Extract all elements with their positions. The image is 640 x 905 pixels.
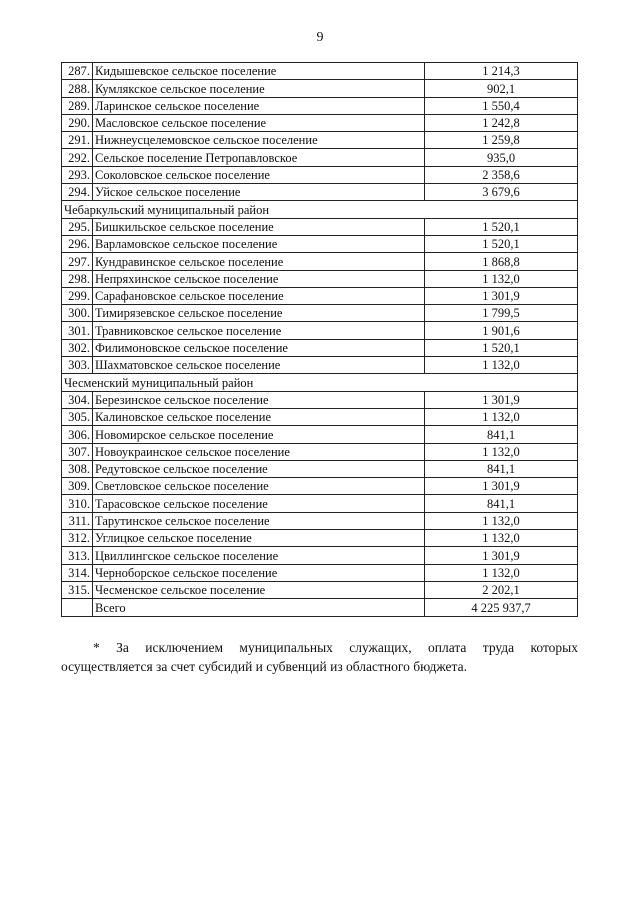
- table-row: [62, 478, 578, 495]
- table-row: [62, 564, 578, 581]
- district-header-row: [62, 374, 578, 391]
- settlement-name: Шахматовское сельское поселение: [93, 357, 425, 374]
- row-number: 294.: [62, 184, 93, 201]
- table-row: [62, 512, 578, 529]
- table-row: [62, 132, 578, 149]
- settlement-name: Тарасовское сельское поселение: [93, 495, 425, 512]
- table-row: [62, 339, 578, 356]
- settlement-name: Варламовское сельское поселение: [93, 235, 425, 252]
- subsidy-amount: 1 132,0: [425, 270, 578, 287]
- table-row: [62, 322, 578, 339]
- table-row: [62, 270, 578, 287]
- table-row: [62, 218, 578, 235]
- row-number: 315.: [62, 581, 93, 598]
- settlement-name: Березинское сельское поселение: [93, 391, 425, 408]
- settlement-name: Травниковское сельское поселение: [93, 322, 425, 339]
- total-value: 4 225 937,7: [425, 599, 578, 616]
- subsidy-amount: 1 132,0: [425, 564, 578, 581]
- subsidy-amount: 1 301,9: [425, 478, 578, 495]
- table-row: [62, 287, 578, 304]
- subsidy-amount: 1 132,0: [425, 512, 578, 529]
- row-number: 291.: [62, 132, 93, 149]
- table-row: [62, 97, 578, 114]
- row-number: 307.: [62, 443, 93, 460]
- row-number: 299.: [62, 287, 93, 304]
- settlement-name: Сарафановское сельское поселение: [93, 287, 425, 304]
- row-number: 297.: [62, 253, 93, 270]
- subsidy-table: [61, 62, 578, 617]
- row-number: 305.: [62, 408, 93, 425]
- row-number: 304.: [62, 391, 93, 408]
- table-row: [62, 166, 578, 183]
- row-number: 298.: [62, 270, 93, 287]
- footnote-line-1: * За исключением муниципальных служащих, оплата труда которых: [93, 640, 578, 655]
- subsidy-amount: 841,1: [425, 495, 578, 512]
- table-row: [62, 495, 578, 512]
- subsidy-amount: 1 520,1: [425, 339, 578, 356]
- settlement-name: Новомирское сельское поселение: [93, 426, 425, 443]
- table-row: [62, 63, 578, 80]
- table-row: [62, 581, 578, 598]
- subsidy-amount: 2 202,1: [425, 581, 578, 598]
- total-row: [62, 599, 578, 616]
- table-row: [62, 426, 578, 443]
- settlement-name: Кидышевское сельское поселение: [93, 63, 425, 80]
- row-number: 295.: [62, 218, 93, 235]
- subsidy-amount: 841,1: [425, 460, 578, 477]
- subsidy-amount: 935,0: [425, 149, 578, 166]
- subsidy-amount: 1 550,4: [425, 97, 578, 114]
- district-header-row: [62, 201, 578, 218]
- row-number: 296.: [62, 235, 93, 252]
- table-row: [62, 460, 578, 477]
- row-number: 303.: [62, 357, 93, 374]
- row-number: 293.: [62, 166, 93, 183]
- settlement-name: Светловское сельское поселение: [93, 478, 425, 495]
- settlement-name: Углицкое сельское поселение: [93, 530, 425, 547]
- table-row: [62, 253, 578, 270]
- table-row: [62, 443, 578, 460]
- subsidy-amount: 1 259,8: [425, 132, 578, 149]
- table-row: [62, 408, 578, 425]
- settlement-name: Цвиллингское сельское поселение: [93, 547, 425, 564]
- subsidy-amount: 1 868,8: [425, 253, 578, 270]
- row-number: 314.: [62, 564, 93, 581]
- page-number: 9: [316, 30, 324, 45]
- row-number: 313.: [62, 547, 93, 564]
- table-row: [62, 547, 578, 564]
- settlement-name: Тимирязевское сельское поселение: [93, 305, 425, 322]
- subsidy-amount: 1 132,0: [425, 530, 578, 547]
- settlement-name: Кумлякское сельское поселение: [93, 80, 425, 97]
- settlement-name: Нижнеусцелемовское сельское поселение: [93, 132, 425, 149]
- row-number: 287.: [62, 63, 93, 80]
- settlement-name: Сельское поселение Петропавловское: [93, 149, 425, 166]
- table-row: [62, 149, 578, 166]
- settlement-name: Соколовское сельское поселение: [93, 166, 425, 183]
- table-row: [62, 80, 578, 97]
- row-number: 290.: [62, 114, 93, 131]
- row-number: 292.: [62, 149, 93, 166]
- table-row: [62, 530, 578, 547]
- subsidy-amount: 1 242,8: [425, 114, 578, 131]
- row-number: 306.: [62, 426, 93, 443]
- table-row: [62, 235, 578, 252]
- settlement-name: Черноборское сельское поселение: [93, 564, 425, 581]
- district-name: Чебаркульский муниципальный район: [62, 201, 578, 218]
- subsidy-amount: 1 301,9: [425, 391, 578, 408]
- subsidy-amount: 902,1: [425, 80, 578, 97]
- subsidy-amount: 1 520,1: [425, 218, 578, 235]
- row-number: 302.: [62, 339, 93, 356]
- settlement-name: Масловское сельское поселение: [93, 114, 425, 131]
- subsidy-amount: 1 901,6: [425, 322, 578, 339]
- subsidy-amount: 1 132,0: [425, 443, 578, 460]
- table-row: [62, 357, 578, 374]
- subsidy-amount: 1 799,5: [425, 305, 578, 322]
- settlement-name: Чесменское сельское поселение: [93, 581, 425, 598]
- footnote: [61, 638, 578, 676]
- settlement-name: Кундравинское сельское поселение: [93, 253, 425, 270]
- subsidy-amount: 1 132,0: [425, 408, 578, 425]
- row-number: 289.: [62, 97, 93, 114]
- district-name: Чесменский муниципальный район: [62, 374, 578, 391]
- table-body: [62, 63, 578, 617]
- row-number: 312.: [62, 530, 93, 547]
- table-row: [62, 184, 578, 201]
- table-row: [62, 114, 578, 131]
- settlement-name: Калиновское сельское поселение: [93, 408, 425, 425]
- row-number: 311.: [62, 512, 93, 529]
- subsidy-amount: 841,1: [425, 426, 578, 443]
- settlement-name: Тарутинское сельское поселение: [93, 512, 425, 529]
- footnote-line-2: осуществляется за счет субсидий и субвенций из областного бюджета.: [61, 659, 467, 674]
- settlement-name: Ларинское сельское поселение: [93, 97, 425, 114]
- settlement-name: Филимоновское сельское поселение: [93, 339, 425, 356]
- row-number: 300.: [62, 305, 93, 322]
- settlement-name: Бишкильское сельское поселение: [93, 218, 425, 235]
- subsidy-amount: 2 358,6: [425, 166, 578, 183]
- table-row: [62, 305, 578, 322]
- subsidy-amount: 1 132,0: [425, 357, 578, 374]
- row-number: 310.: [62, 495, 93, 512]
- table-row: [62, 391, 578, 408]
- row-number: 309.: [62, 478, 93, 495]
- row-number: 301.: [62, 322, 93, 339]
- total-label: Всего: [93, 599, 425, 616]
- subsidy-amount: 1 301,9: [425, 547, 578, 564]
- row-number: 308.: [62, 460, 93, 477]
- subsidy-amount: 3 679,6: [425, 184, 578, 201]
- subsidy-amount: 1 301,9: [425, 287, 578, 304]
- settlement-name: Уйское сельское поселение: [93, 184, 425, 201]
- subsidy-amount: 1 520,1: [425, 235, 578, 252]
- subsidy-amount: 1 214,3: [425, 63, 578, 80]
- settlement-name: Редутовское сельское поселение: [93, 460, 425, 477]
- row-number: [62, 599, 93, 616]
- settlement-name: Непряхинское сельское поселение: [93, 270, 425, 287]
- settlement-name: Новоукраинское сельское поселение: [93, 443, 425, 460]
- row-number: 288.: [62, 80, 93, 97]
